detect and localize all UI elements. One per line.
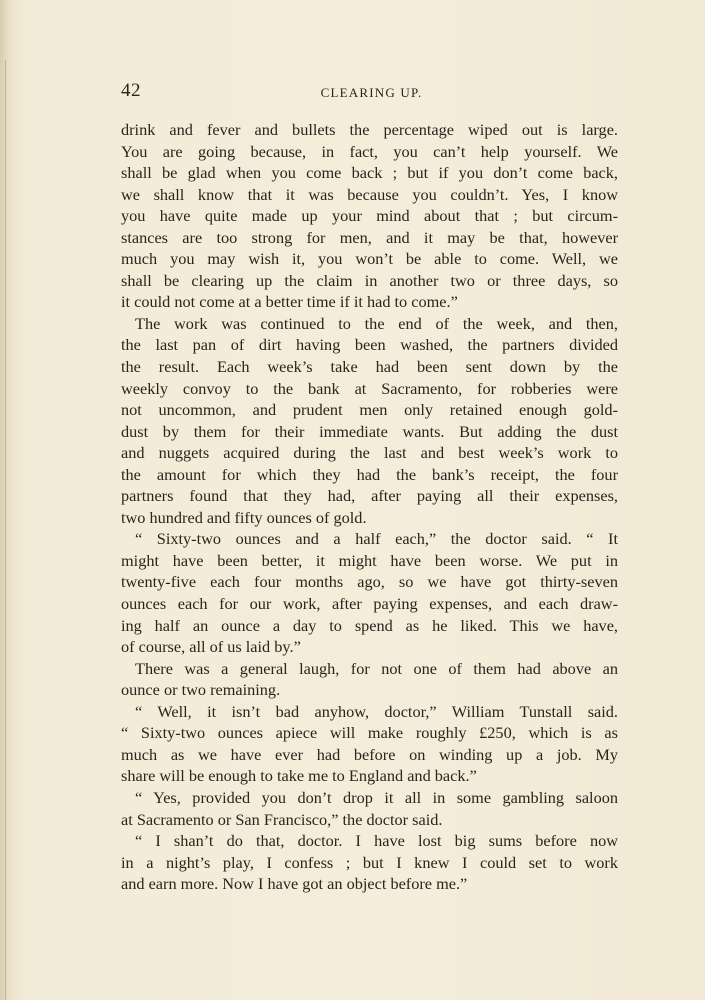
text-line: and nuggets acquired during the last and best week’s work to	[121, 443, 618, 463]
text-line: ing half an ounce a day to spend as he liked. This we have,	[121, 615, 618, 635]
text-line: you have quite made up your mind about that ; but circum-	[121, 206, 618, 226]
text-line: “ Sixty-two ounces and a half each,” the doctor said. “ It	[135, 529, 618, 549]
text-line: at Sacramento or San Francisco,” the doctor said.	[121, 809, 443, 829]
text-line: ounces each for our work, after paying expenses, and each draw-	[121, 594, 618, 614]
text-line: in a night’s play, I confess ; but I knew I could set to work	[121, 852, 618, 872]
text-line: shall be glad when you come back ; but if you don’t come back,	[121, 163, 618, 183]
body-text	[121, 119, 618, 895]
text-line: two hundred and fifty ounces of gold.	[121, 507, 367, 527]
text-line: “ Sixty-two ounces apiece will make roughly £250, which is as	[121, 723, 618, 743]
text-line: ounce or two remaining.	[121, 680, 281, 700]
text-line: shall be clearing up the claim in another two or three days, so	[121, 270, 618, 290]
text-line: weekly convoy to the bank at Sacramento, for robberies were	[121, 378, 618, 398]
text-line: much you may wish it, you won’t be able to come. Well, we	[121, 249, 618, 269]
text-line: not uncommon, and prudent men only retained enough gold-	[121, 400, 618, 420]
text-line: drink and fever and bullets the percentage wiped out is large.	[121, 120, 618, 139]
text-line: the amount for which they had the bank’s receipt, the four	[121, 464, 618, 484]
text-line: it could not come at a better time if it had to come.”	[121, 292, 458, 312]
text-line: much as we have ever had before on winding up a job. My	[121, 744, 618, 764]
text-line: “ Yes, provided you don’t drop it all in some gambling saloon	[135, 787, 618, 807]
text-line: share will be enough to take me to England and back.”	[121, 766, 477, 786]
text-line: stances are too strong for men, and it may be that, however	[121, 227, 618, 247]
text-line: partners found that they had, after paying all their expenses,	[121, 486, 618, 506]
text-line: You are going because, in fact, you can’t help yourself. We	[121, 141, 618, 161]
running-head: CLEARING UP.	[320, 85, 423, 100]
text-line: twenty-five each four months ago, so we have got thirty-seven	[121, 572, 618, 592]
page-header	[121, 80, 618, 104]
page-number: 42	[121, 80, 141, 101]
page-gutter-shadow	[5, 60, 6, 1000]
text-line: “ Well, it isn’t bad anyhow, doctor,” William Tunstall said.	[135, 701, 618, 721]
text-line: There was a general laugh, for not one of them had above an	[135, 658, 618, 678]
text-line: the last pan of dirt having been washed, the partners divided	[121, 335, 618, 355]
text-line: of course, all of us laid by.”	[121, 637, 301, 657]
text-line: might have been better, it might have been worse. We put in	[121, 550, 618, 570]
text-line: “ I shan’t do that, doctor. I have lost big sums before now	[135, 831, 618, 851]
text-line: and earn more. Now I have got an object before me.”	[121, 874, 468, 894]
text-line: The work was continued to the end of the week, and then,	[135, 313, 618, 333]
text-line: the result. Each week’s take had been sent down by the	[121, 357, 618, 377]
text-line: dust by them for their immediate wants. But adding the dust	[121, 421, 618, 441]
text-line: we shall know that it was because you couldn’t. Yes, I know	[121, 184, 618, 204]
